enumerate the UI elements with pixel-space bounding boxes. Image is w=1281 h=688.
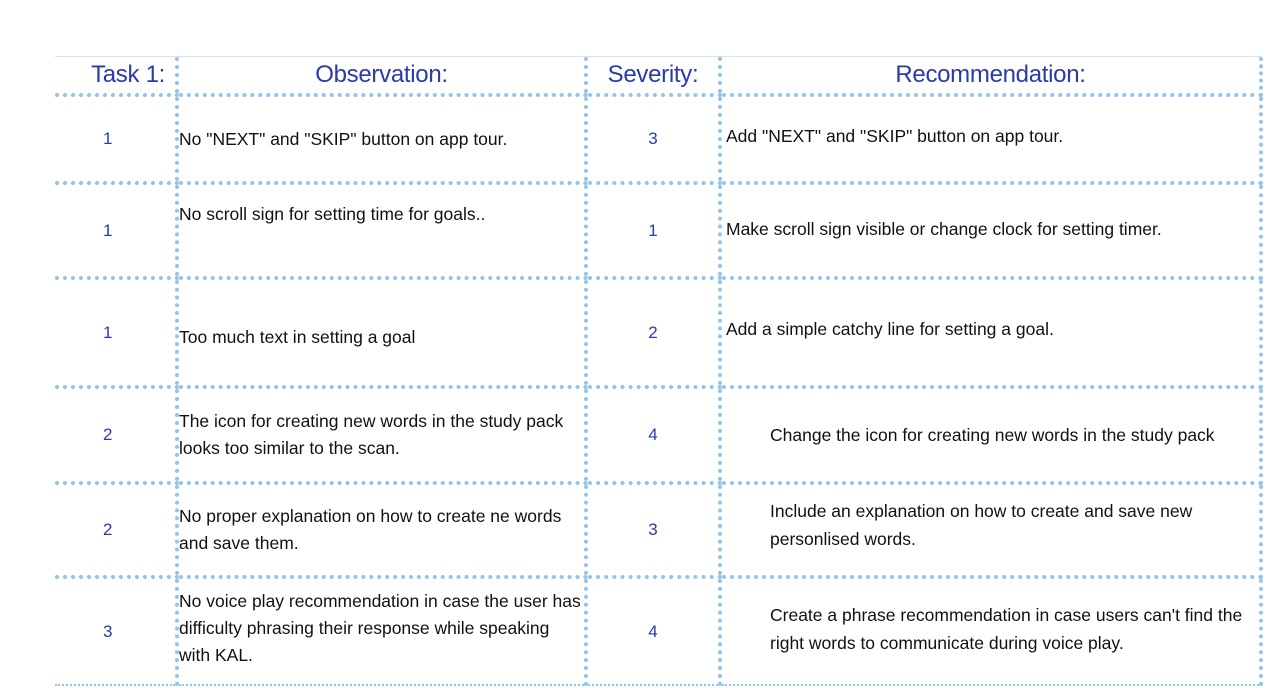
header-severity: Severity:: [586, 57, 720, 95]
recommendation-text: Create a phrase recommendation in case users can't find the right words to communicate during voice play.: [770, 604, 1243, 653]
task-number-cell: 1: [55, 278, 177, 387]
task-number-cell: 2: [55, 483, 177, 577]
task-number-cell: 3: [55, 577, 177, 685]
task-number-cell: 2: [55, 387, 177, 483]
recommendation-cell: [720, 577, 1261, 685]
table-row: [55, 577, 1261, 685]
severity-cell: 1: [586, 183, 720, 278]
header-row: [55, 57, 1261, 95]
observation-text: No proper explanation on how to create ne words and save them.: [179, 506, 562, 553]
observation-text: No "NEXT" and "SKIP" button on app tour.: [179, 128, 508, 149]
observation-cell: [177, 278, 586, 387]
task-number-cell: 1: [55, 183, 177, 278]
header-task: Task 1:: [55, 57, 177, 95]
recommendation-cell: [720, 387, 1261, 483]
recommendation-text: Add a simple catchy line for setting a goal.: [726, 318, 1054, 339]
recommendation-text: Make scroll sign visible or change clock for setting timer.: [726, 218, 1162, 239]
table-row: [55, 183, 1261, 278]
severity-cell: 4: [586, 387, 720, 483]
recommendation-text: Add "NEXT" and "SKIP" button on app tour.: [726, 126, 1064, 146]
observation-text: The icon for creating new words in the study pack looks too similar to the scan.: [179, 411, 564, 458]
recommendation-text: Change the icon for creating new words in the study pack: [770, 425, 1215, 445]
observation-cell: [177, 577, 586, 685]
recommendation-text: Include an explanation on how to create and save new personlised words.: [770, 501, 1193, 549]
severity-cell: 3: [586, 483, 720, 577]
recommendation-cell: [720, 483, 1261, 577]
table-row: [55, 387, 1261, 483]
table-row: [55, 278, 1261, 387]
header-observation: Observation:: [177, 57, 586, 95]
observation-text: Too much text in setting a goal: [179, 327, 416, 347]
severity-cell: 2: [586, 278, 720, 387]
header-recommendation: Recommendation:: [720, 57, 1261, 95]
observation-cell: [177, 483, 586, 577]
observation-cell: [177, 387, 586, 483]
table-row: [55, 483, 1261, 577]
observation-text: No scroll sign for setting time for goals..: [179, 203, 486, 224]
observation-cell: [177, 183, 586, 278]
table-row: [55, 95, 1261, 183]
recommendation-cell: [720, 95, 1261, 183]
task-number-cell: 1: [55, 95, 177, 183]
severity-cell: 4: [586, 577, 720, 685]
observation-text: No voice play recommendation in case the user has difficulty phrasing their response while speaking with KAL.: [179, 591, 581, 665]
severity-cell: 3: [586, 95, 720, 183]
recommendation-cell: [720, 278, 1261, 387]
observation-cell: [177, 95, 586, 183]
usability-findings-table: [55, 57, 1263, 686]
recommendation-cell: [720, 183, 1261, 278]
